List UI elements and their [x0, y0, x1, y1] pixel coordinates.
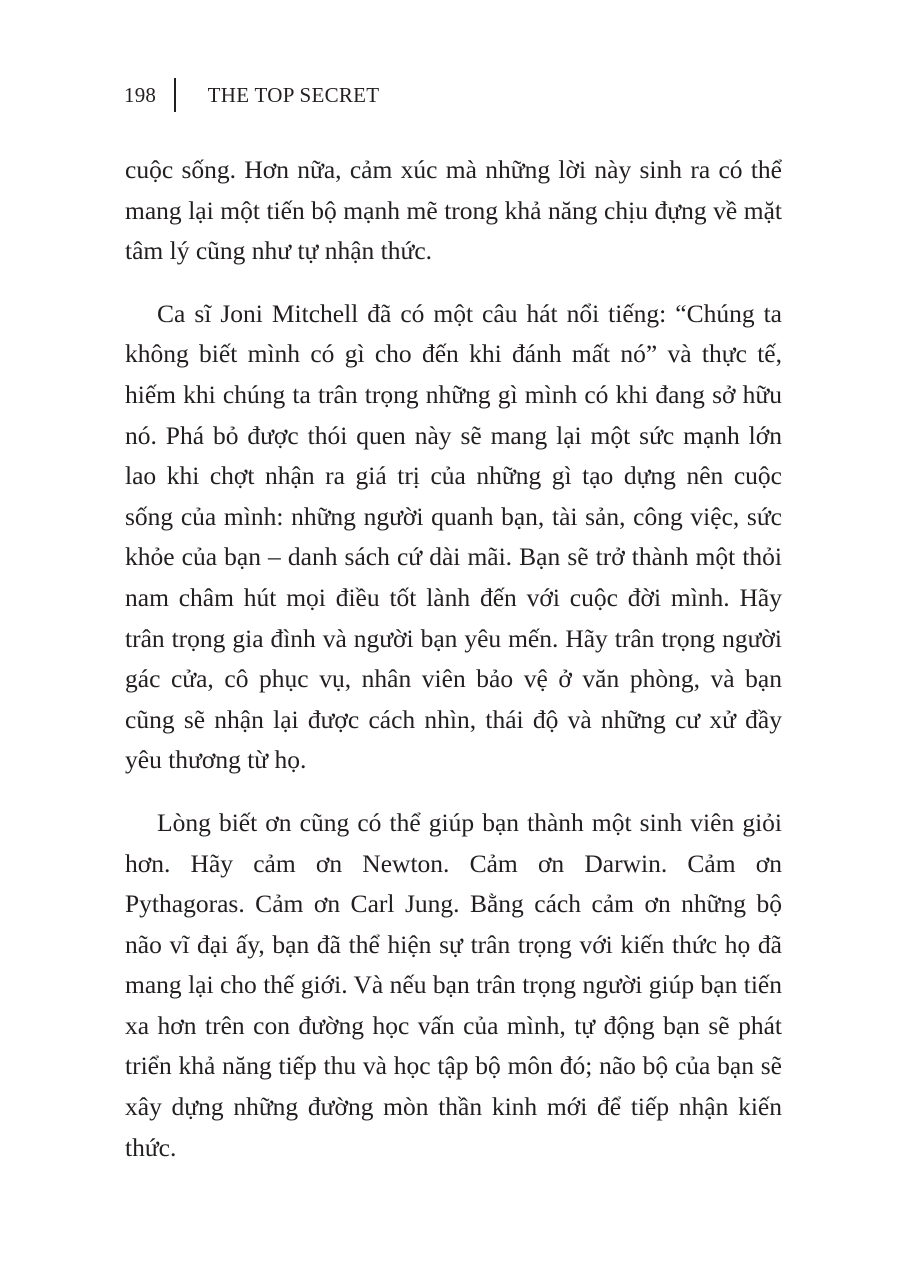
- book-title: THE TOP SECRET: [207, 82, 380, 107]
- paragraph-continuation: cuộc sống. Hơn nữa, cảm xúc mà những lời này sinh ra có thể mang lại một tiến bộ mạnh mẽ trong khả năng chịu đựng về mặt tâm lý cũng như tự nhận thức.: [125, 155, 782, 266]
- header-divider: [174, 78, 176, 112]
- paragraph-joni-mitchell: Ca sĩ Joni Mitchell đã có một câu hát nổi tiếng: “Chúng ta không biết mình có gì cho đến khi đánh mất nó” và thực tế, hiếm khi chúng ta trân trọng những gì mình có khi đang sở hữu nó. Phá bỏ được thói quen này sẽ mang lại một sức mạnh lớn lao khi chợt nhận ra giá trị của những gì tạo dựng nên cuộc sống của mình: những người quanh bạn, tài sản, công việc, sức khỏe của bạn – danh sách cứ dài mãi. Bạn sẽ trở thành một thỏi nam châm hút mọi điều tốt lành đến với cuộc đời mình. Hãy trân trọng gia đình và người bạn yêu mến. Hãy trân trọng người gác cửa, cô phục vụ, nhân viên bảo vệ ở văn phòng, và bạn cũng sẽ nhận lại được cách nhìn, thái độ và những cư xử đầy yêu thương từ họ.: [125, 298, 782, 775]
- body-text: [125, 150, 782, 1168]
- running-header: [124, 78, 379, 112]
- page-number: 198: [124, 82, 157, 107]
- paragraph-gratitude-student: Lòng biết ơn cũng có thể giúp bạn thành một sinh viên giỏi hơn. Hãy cảm ơn Newton. Cảm ơn Darwin. Cảm ơn Pythagoras. Cảm ơn Carl Jung. Bằng cách cảm ơn những bộ não vĩ đại ấy, bạn đã thể hiện sự trân trọng với kiến thức họ đã mang lại cho thế giới. Và nếu bạn trân trọng người giúp bạn tiến xa hơn trên con đường học vấn của mình, tự động bạn sẽ phát triển khả năng tiếp thu và học tập bộ môn đó; não bộ của bạn sẽ xây dựng những đường mòn thần kinh mới để tiếp nhận kiến thức.: [125, 807, 782, 1162]
